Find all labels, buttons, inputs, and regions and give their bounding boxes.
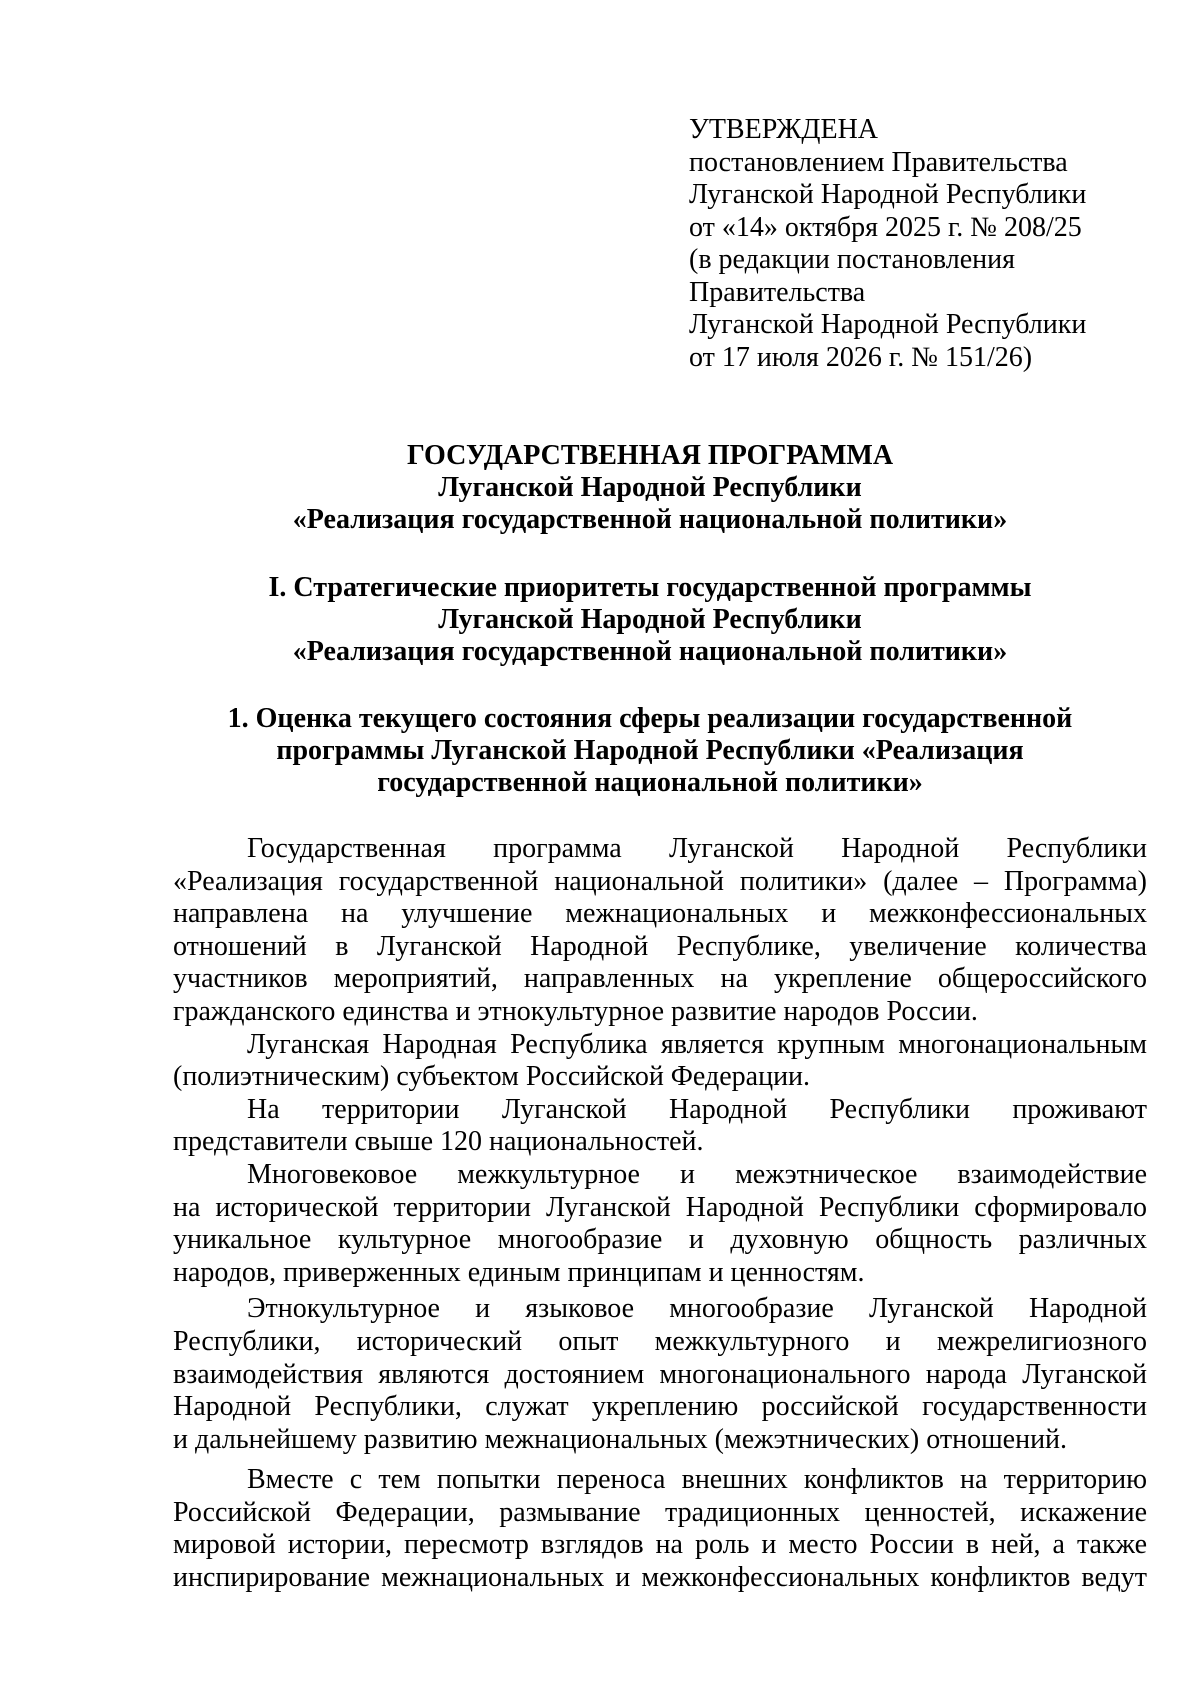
document-body	[173, 833, 1147, 1595]
subsection-title-line: государственной национальной политики»	[377, 767, 923, 798]
text-line: мировой истории, пересмотр взглядов на роль и место России в ней, а также	[173, 1529, 1147, 1561]
approval-line: Луганской Народной Республики	[689, 309, 1087, 340]
section-title	[170, 572, 1130, 668]
program-title-line: Луганской Народной Республики	[438, 472, 862, 503]
approval-line: Луганской Народной Республики	[689, 179, 1087, 210]
text-line: Республики, исторический опыт межкультурного и межрелигиозного	[173, 1325, 1147, 1357]
paragraph	[173, 1159, 1147, 1289]
subsection-title-line: программы Луганской Народной Республики «Реализация	[276, 735, 1024, 766]
section-title-line: Луганской Народной Республики	[438, 604, 862, 635]
text-line: и дальнейшему развитию межнациональных (межэтнических) отношений.	[173, 1423, 1068, 1455]
text-line: На территории Луганской Народной Республики проживают	[247, 1093, 1147, 1125]
section-title-line: «Реализация государственной национальной политики»	[292, 636, 1008, 667]
text-line: Российской Федерации, размывание традиционных ценностей, искажение	[173, 1496, 1147, 1528]
paragraph	[173, 1293, 1147, 1456]
approval-line: от 17 июля 2026 г. № 151/26)	[689, 341, 1033, 373]
text-line: (полиэтническим) субъектом Российской Федерации.	[173, 1061, 811, 1093]
text-line: Вместе с тем попытки переноса внешних конфликтов на территорию	[247, 1464, 1147, 1496]
subsection-title-line: 1. Оценка текущего состояния сферы реализации государственной	[227, 703, 1073, 734]
program-title-line: ГОСУДАРСТВЕННАЯ ПРОГРАММА	[406, 440, 894, 471]
text-line: «Реализация государственной национальной политики» (далее – Программа)	[173, 865, 1147, 897]
text-line: направлена на улучшение межнациональных и межконфессиональных	[173, 898, 1147, 930]
text-line: взаимодействия являются достоянием многонационального народа Луганской	[173, 1358, 1147, 1390]
text-line: Многовековое межкультурное и межэтническое взаимодействие	[247, 1158, 1147, 1190]
paragraph	[173, 1029, 1147, 1094]
text-line: инспирирование межнациональных и межконфессиональных конфликтов ведут	[173, 1562, 1147, 1594]
approval-block	[689, 114, 1109, 374]
paragraph	[173, 1464, 1147, 1594]
approval-line: (в редакции постановления	[689, 244, 1016, 275]
program-title-line: «Реализация государственной национальной политики»	[292, 504, 1008, 535]
approval-heading: УТВЕРЖДЕНА	[689, 114, 879, 145]
program-title	[170, 440, 1130, 536]
paragraph	[173, 1094, 1147, 1159]
text-line: Луганская Народная Республика является крупным многонациональным	[247, 1028, 1147, 1060]
text-line: Этнокультурное и языковое многообразие Луганской Народной	[247, 1293, 1147, 1325]
approval-line: от «14» октября 2025 г. № 208/25	[689, 211, 1082, 243]
section-title-line: I. Стратегические приоритеты государственной программы	[268, 572, 1032, 603]
text-line: народов, приверженных единым принципам и ценностям.	[173, 1256, 865, 1288]
approval-line: постановлением Правительства	[689, 146, 1068, 178]
text-line: Народной Республики, служат укреплению российской государственности	[173, 1391, 1147, 1423]
text-line: отношений в Луганской Народной Республике, увеличение количества	[173, 930, 1147, 962]
approval-line: Правительства	[689, 276, 866, 308]
text-line: гражданского единства и этнокультурное развитие народов России.	[173, 995, 978, 1027]
text-line: Государственная программа Луганской Народной Республики	[247, 833, 1147, 864]
text-line: уникальное культурное многообразие и духовную общность различных	[173, 1224, 1147, 1256]
text-line: на исторической территории Луганской Народной Республики сформировало	[173, 1191, 1147, 1223]
text-line: участников мероприятий, направленных на укрепление общероссийского	[173, 963, 1147, 995]
text-line: представители свыше 120 национальностей.	[173, 1126, 704, 1158]
paragraph	[173, 833, 1147, 1029]
subsection-title	[170, 703, 1130, 799]
